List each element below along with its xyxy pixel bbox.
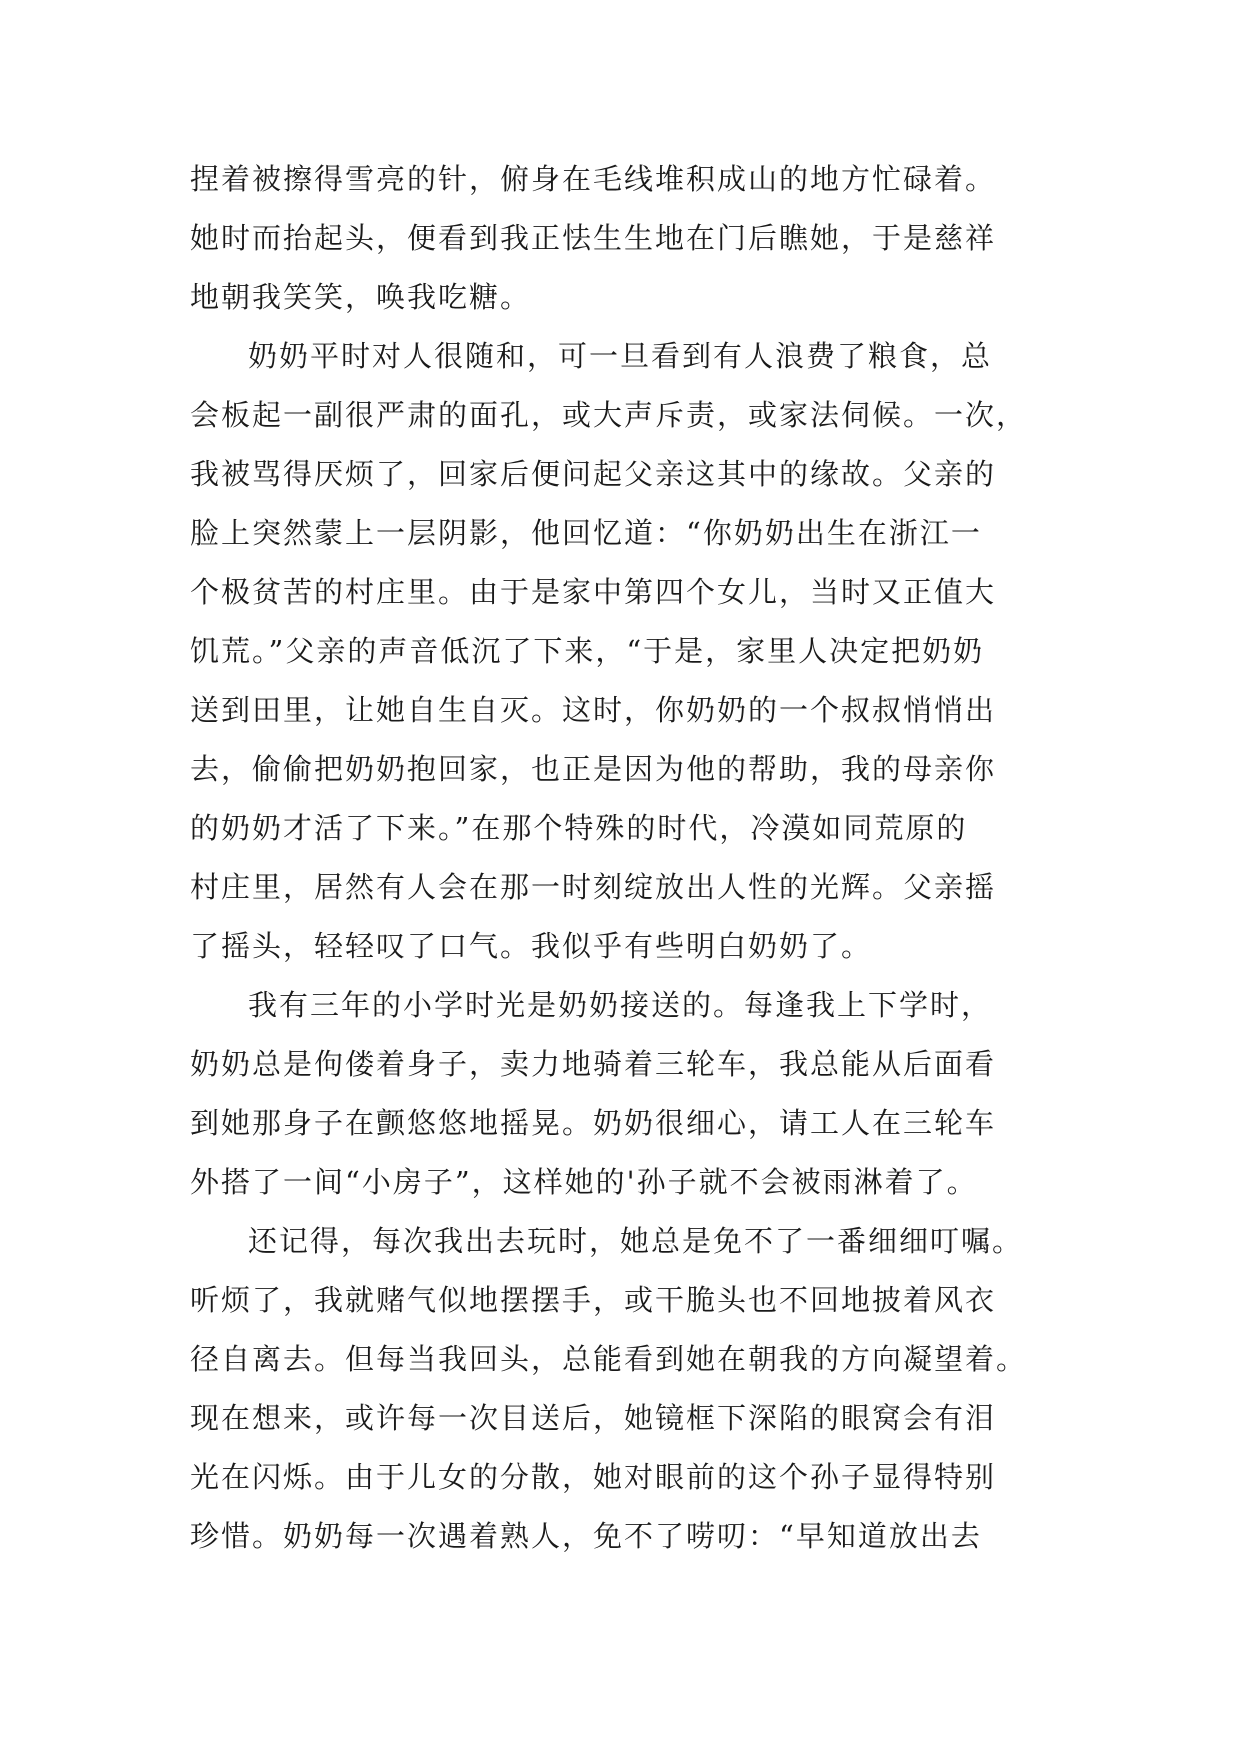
text-line: 光在闪烁。由于儿女的分散，她对眼前的这个孙子显得特别 (190, 1460, 997, 1494)
text-line: 珍惜。奶奶每一次遇着熟人，免不了唠叨：“早知道放出去 (190, 1519, 982, 1553)
text-line: 听烦了，我就赌气似地摆摆手，或干脆头也不回地披着风衣 (190, 1283, 997, 1317)
text-line: 我被骂得厌烦了，回家后便问起父亲这其中的缘故。父亲的 (190, 457, 997, 491)
text-line: 的奶奶才活了下来。”在那个特殊的时代，冷漠如同荒原的 (190, 811, 968, 845)
text-line: 到她那身子在颤悠悠地摇晃。奶奶很细心，请工人在三轮车 (190, 1106, 997, 1140)
text-line: 奶奶总是佝偻着身子，卖力地骑着三轮车，我总能从后面看 (190, 1047, 997, 1081)
text-line: 去，偷偷把奶奶抱回家，也正是因为他的帮助，我的母亲你 (190, 752, 997, 786)
text-line: 捏着被擦得雪亮的针，俯身在毛线堆积成山的地方忙碌着。 (190, 162, 997, 196)
paragraph-first-line: 我有三年的小学时光是奶奶接送的。每逢我上下学时， (248, 988, 993, 1022)
body-text (190, 150, 1070, 1566)
text-line: 她时而抬起头，便看到我正怯生生地在门后瞧她，于是慈祥 (190, 221, 997, 255)
text-line: 了摇头，轻轻叹了口气。我似乎有些明白奶奶了。 (190, 929, 873, 963)
text-line: 饥荒。”父亲的声音低沉了下来，“于是，家里人决定把奶奶 (190, 634, 985, 668)
paragraph-first-line: 还记得，每次我出去玩时，她总是免不了一番细细叮嘱。 (248, 1224, 1024, 1258)
text-line: 村庄里，居然有人会在那一时刻绽放出人性的光辉。父亲摇 (190, 870, 997, 904)
text-line: 会板起一副很严肃的面孔，或大声斥责，或家法伺候。一次， (190, 398, 1028, 432)
text-line: 送到田里，让她自生自灭。这时，你奶奶的一个叔叔悄悄出 (190, 693, 997, 727)
text-line: 脸上突然蒙上一层阴影，他回忆道：“你奶奶出生在浙江一 (190, 516, 982, 550)
text-line: 径自离去。但每当我回头，总能看到她在朝我的方向凝望着。 (190, 1342, 1028, 1376)
text-line: 个极贫苦的村庄里。由于是家中第四个女儿，当时又正值大 (190, 575, 997, 609)
text-line: 地朝我笑笑，唤我吃糖。 (190, 280, 532, 314)
text-line: 外搭了一间“小房子”，这样她的'孙子就不会被雨淋着了。 (190, 1165, 978, 1199)
text-line: 现在想来，或许每一次目送后，她镜框下深陷的眼窝会有泪 (190, 1401, 997, 1435)
paragraph-first-line: 奶奶平时对人很随和，可一旦看到有人浪费了粮食，总 (248, 339, 993, 373)
